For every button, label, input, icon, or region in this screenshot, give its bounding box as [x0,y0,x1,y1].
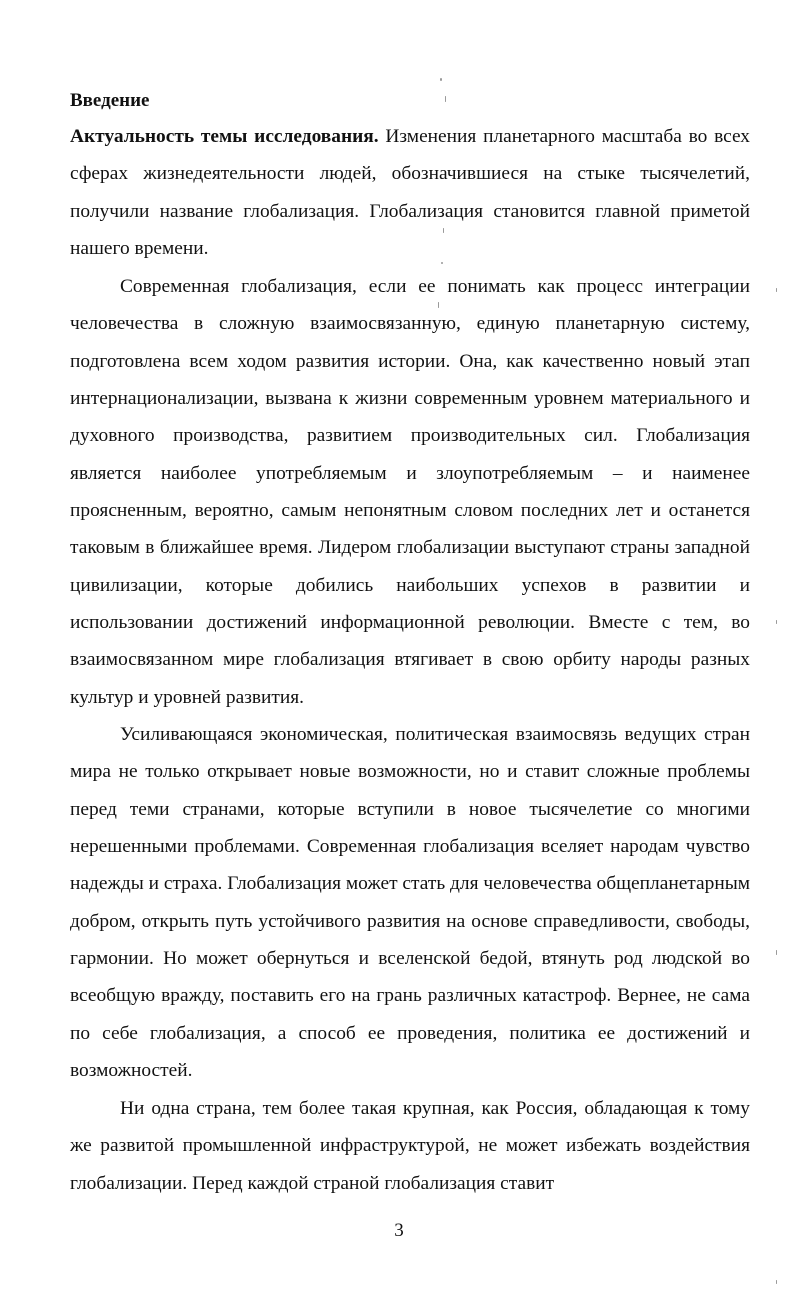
scan-speck [776,950,777,955]
paragraph-interdependence: Усиливающаяся экономическая, политическая взаимосвязь ведущих стран мира не только открывает новые возможности, но и ставит сложные проблемы перед теми странами, которые вступили в новое тысячелетие со многими нерешенными проблемами. Современная глобализация вселяет народам чувство надежды и страха. Глобализация может стать для человечества общепланетарным добром, открыть путь устойчивого развития на основе справедливости, свободы, гармонии. Но может обернуться и вселенской бедой, втянуть род людской во всеобщую вражду, поставить его на грань различных катастроф. Вернее, не сама по себе глобализация, а способ ее проведения, политика ее достижений и возможностей. [70,724,750,1082]
paragraph-text: Изменения планетарного масштаба во всех сферах жизнедеятельности людей, обозначившиеся на стыке тысячелетий, получили название глобализация. Глобализация становится главной приметой нашего времени. [70,126,751,260]
scan-speck [443,228,444,233]
scan-speck [776,288,777,292]
paragraph-relevance [70,118,750,267]
scan-speck [440,78,442,81]
paragraph-modern-globalization: Современная глобализация, если ее понимать как процесс интеграции человечества в сложную взаимосвязанную, единую планетарную систему, подготовлена всем ходом развития истории. Она, как качественно новый этап интернационализации, вызвана к жизни современным уровнем материального и духовного производства, развитием производительных сил. Глобализация является наиболее употребляемым и злоупотребляемым – и наименее проясненным, вероятно, самым непонятным словом последних лет и останется таковым в ближайшее время. Лидером глобализации выступают страны западной цивилизации, которые добились наибольших успехов в развитии и использовании достижений информационной революции. Вместе с тем, во взаимосвязанном мире глобализация втягивает в свою орбиту народы разных культур и уровней развития. [70,276,750,708]
page-number: 3 [394,1220,404,1241]
scan-speck [438,302,439,308]
paragraph-russia: Ни одна страна, тем более такая крупная, как Россия, обладающая к тому же развитой промышленной инфраструктурой, не может избежать воздействия глобализации. Перед каждой страной глобализация ставит [70,1098,750,1194]
scan-speck [776,620,777,624]
section-heading: Введение [70,90,150,111]
scan-speck [445,96,446,102]
paragraph-lead: Актуальность темы исследования. [70,126,379,147]
scan-speck [776,1280,777,1284]
scan-speck [441,262,443,264]
